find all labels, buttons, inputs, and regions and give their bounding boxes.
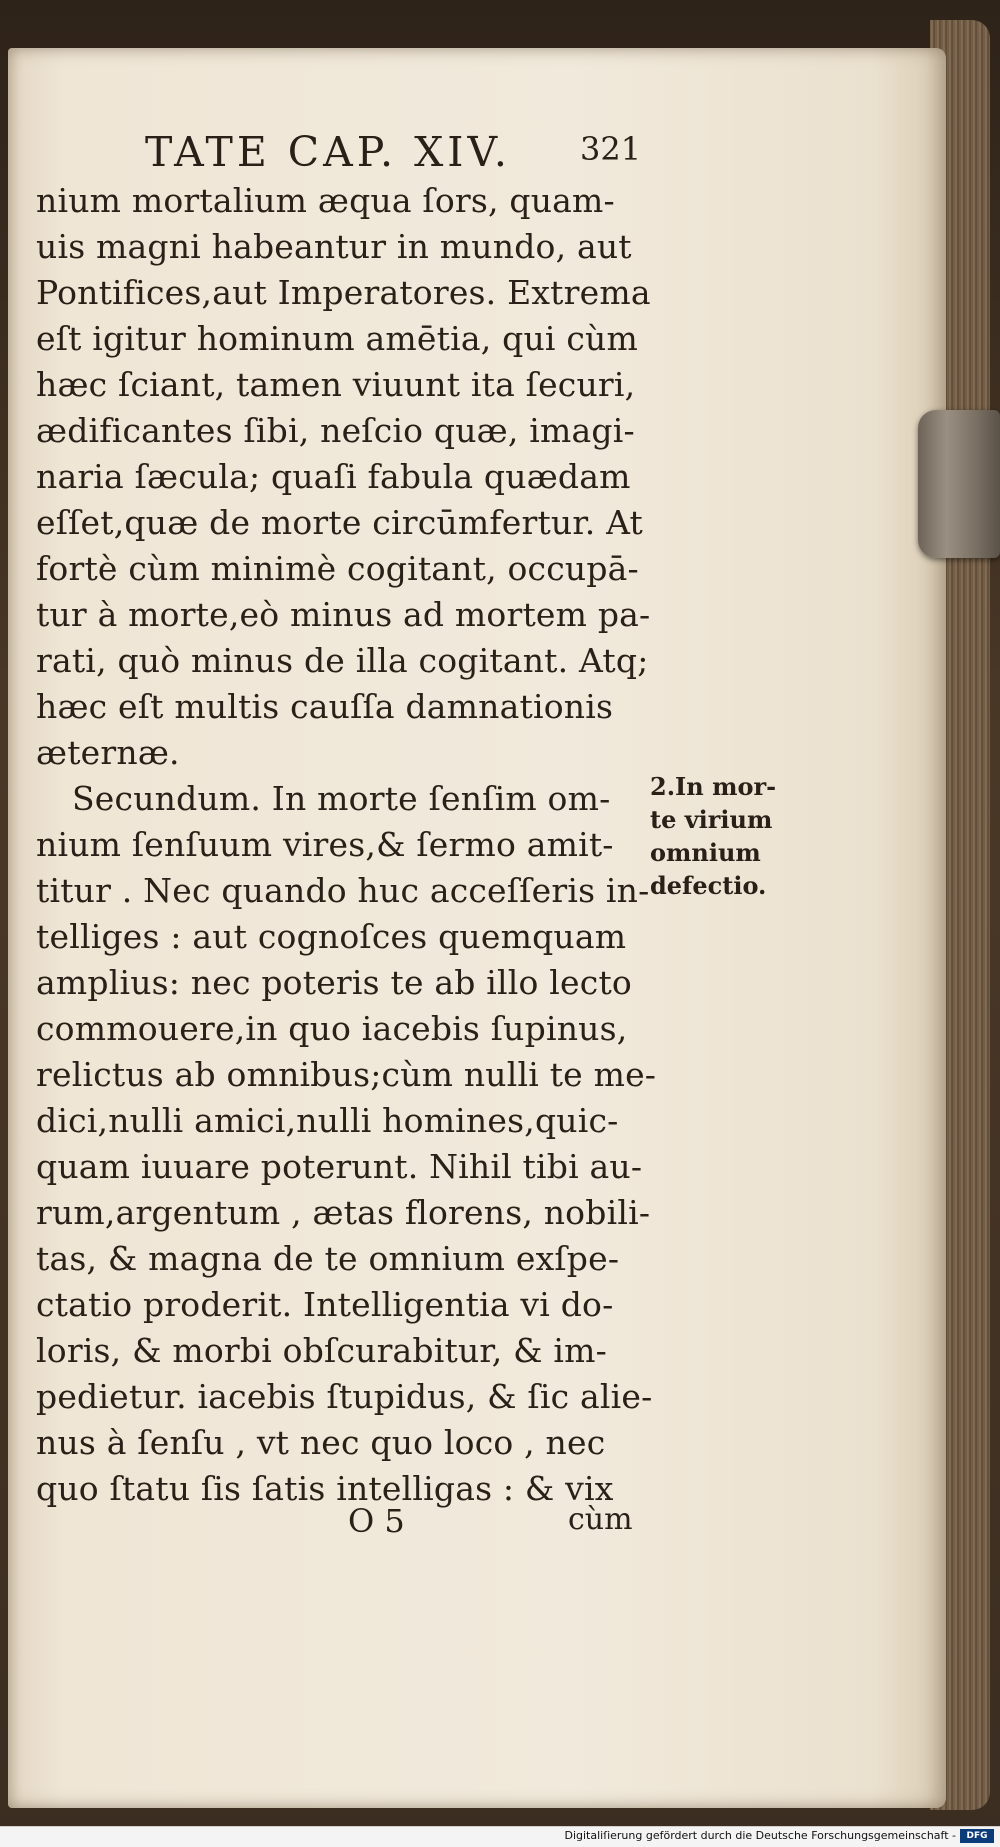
text-line: tur à morte,eò minus ad mortem pa- bbox=[36, 595, 651, 634]
text-line: uis magni habeantur in mundo, aut bbox=[36, 227, 632, 266]
book-clasp bbox=[918, 410, 1000, 558]
margin-note-line: defectio. bbox=[650, 871, 767, 900]
text-line: amplius: nec poteris te ab illo lecto bbox=[36, 963, 632, 1002]
running-title: TATE CAP. XIV. bbox=[145, 128, 511, 176]
margin-note bbox=[650, 770, 830, 902]
margin-note-line: omnium bbox=[650, 838, 761, 867]
text-line: telliges : aut cognoſces quemquam bbox=[36, 917, 627, 956]
text-line: naria ſæcula; quaſi fabula quædam bbox=[36, 457, 631, 496]
text-line: loris, & morbi obſcurabitur, & im- bbox=[36, 1331, 608, 1370]
text-line: eſſet,quæ de morte circūmfertur. At bbox=[36, 503, 643, 542]
text-line: eſt igitur hominum amētia, qui cùm bbox=[36, 319, 638, 358]
text-line: commouere,in quo iacebis ſupinus, bbox=[36, 1009, 628, 1048]
dfg-logo: DFG bbox=[960, 1829, 994, 1843]
catchword: cùm bbox=[568, 1502, 633, 1537]
text-line: fortè cùm minimè cogitant, occupā- bbox=[36, 549, 639, 588]
text-line: tas, & magna de te omnium exſpe- bbox=[36, 1239, 620, 1278]
text-line: Pontifices,aut Imperatores. Extrema bbox=[36, 273, 651, 312]
text-line: rati, quò minus de illa cogitant. Atq; bbox=[36, 641, 649, 680]
text-line: hæc eſt multis cauſſa damnationis bbox=[36, 687, 614, 726]
text-line: ædificantes ſibi, neſcio quæ, imagi- bbox=[36, 411, 635, 450]
text-line: ctatio proderit. Intelligentia vi do- bbox=[36, 1285, 614, 1324]
body-text bbox=[36, 178, 657, 1512]
signature-mark: O 5 bbox=[348, 1502, 405, 1540]
text-line: quo ſtatu ſis ſatis intelligas : & vix bbox=[36, 1469, 614, 1508]
text-line: nus à ſenſu , vt nec quo loco , nec bbox=[36, 1423, 606, 1462]
text-line: æternæ. bbox=[36, 733, 180, 772]
text-line: hæc ſciant, tamen viuunt ita ſecuri, bbox=[36, 365, 636, 404]
text-line: nium ſenſuum vires,& ſermo amit- bbox=[36, 825, 614, 864]
text-line: pedietur. iacebis ſtupidus, & ſic alie- bbox=[36, 1377, 653, 1416]
margin-note-line: 2.In mor- bbox=[650, 772, 777, 801]
text-line: nium mortalium æqua ſors, quam- bbox=[36, 181, 615, 220]
paragraph-start-line: Secundum. In morte ſenſim om- bbox=[72, 779, 611, 818]
margin-note-line: te virium bbox=[650, 805, 773, 834]
text-line: quam iuuare poterunt. Nihil tibi au- bbox=[36, 1147, 643, 1186]
text-line: relictus ab omnibus;cùm nulli te me- bbox=[36, 1055, 657, 1094]
text-line: dici,nulli amici,nulli homines,quic- bbox=[36, 1101, 619, 1140]
text-line: titur . Nec quando huc acceſſeris in- bbox=[36, 871, 650, 910]
text-line: rum,argentum , ætas florens, nobili- bbox=[36, 1193, 651, 1232]
funding-credit: Digitaliſierung gefördert durch die Deutsche Forschungsgemeinschaft - bbox=[564, 1829, 956, 1842]
page-number: 321 bbox=[580, 130, 642, 168]
